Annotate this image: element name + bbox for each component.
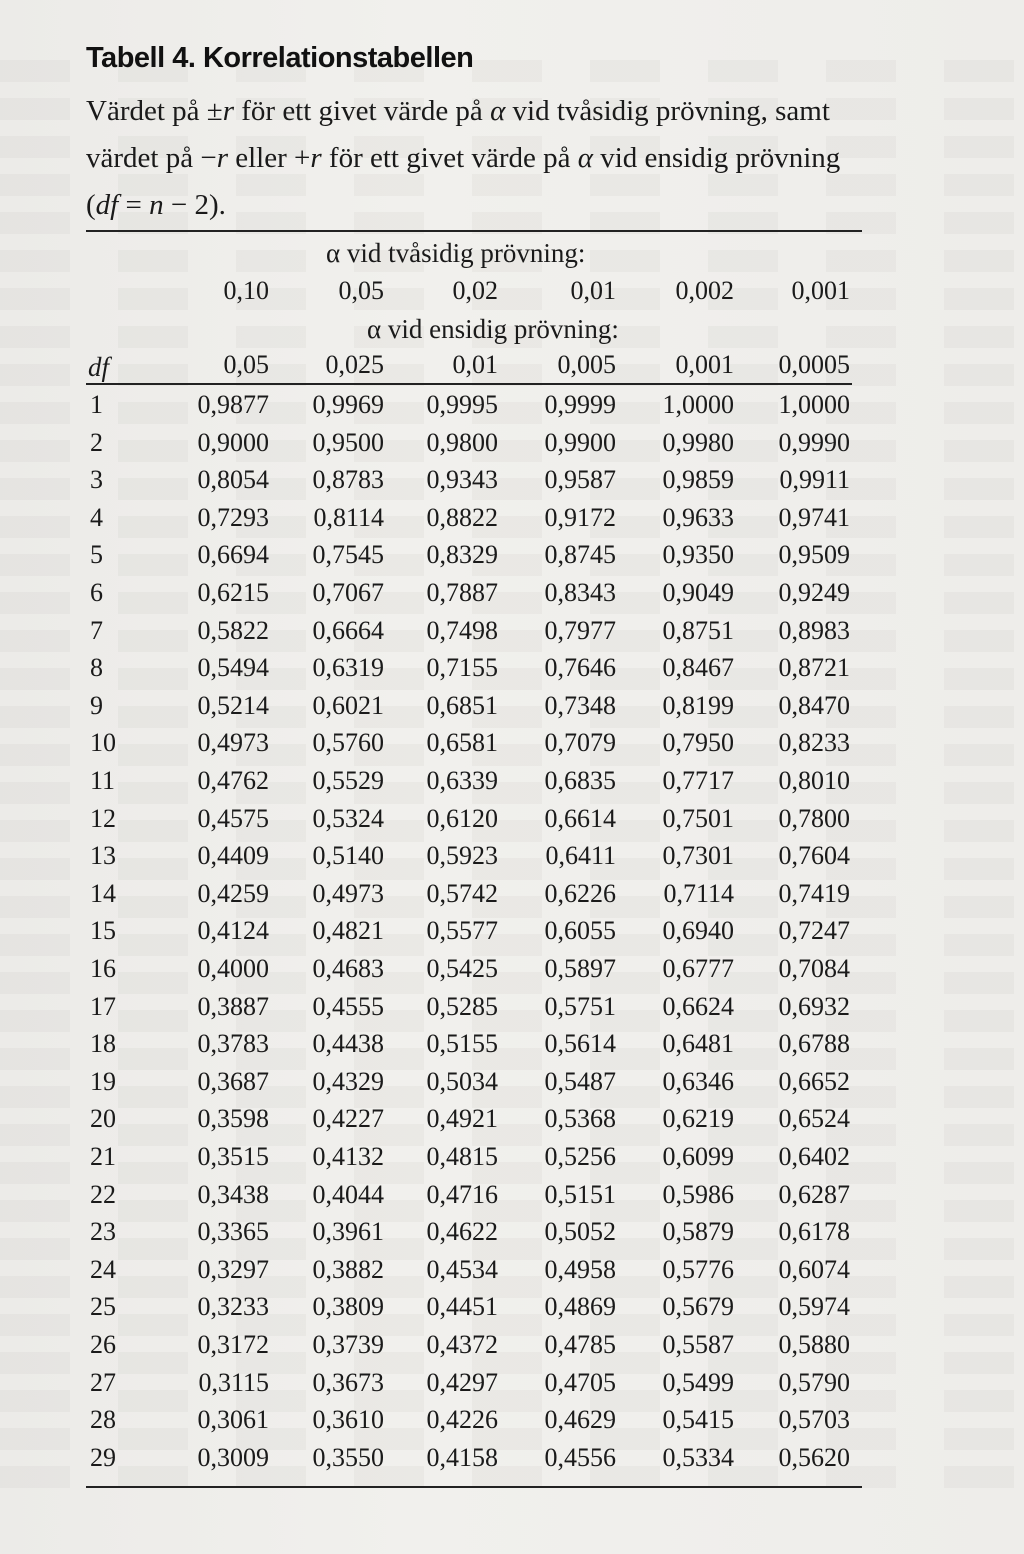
df-cell: 7 [90,615,103,645]
table-cell: 0,8329 [426,540,498,570]
table-cell: 0,9800 [426,427,498,457]
table-cell: 0,4329 [312,1066,384,1096]
table-cell: 0,9990 [778,427,850,457]
table-cell: 0,8751 [662,615,734,645]
table-cell: 0,6120 [426,803,498,833]
table-cell: 0,8822 [426,502,498,532]
table-cell: 0,7067 [312,578,384,607]
table-cell: 0,6851 [426,690,498,720]
table-cell: 0,8745 [544,540,616,570]
df-cell: 14 [90,878,116,908]
table-cell: 0,5256 [544,1142,616,1171]
df-cell: 20 [90,1104,116,1134]
table-cell: 0,5974 [778,1292,850,1322]
two-sided-alpha-3: 0,02 [452,276,498,305]
table-cell: 0,6287 [778,1179,850,1209]
table-cell: 0,5822 [197,615,269,645]
table-cell: 0,5415 [662,1405,734,1435]
header-bottom-rule [86,383,852,385]
table-cell: 0,3739 [312,1330,384,1359]
one-sided-alpha-2: 0,025 [325,350,384,379]
table-cell: 0,7646 [544,653,616,683]
table-cell: 0,4044 [312,1179,384,1209]
df-cell: 29 [90,1442,116,1472]
table-cell: 0,9969 [312,390,384,419]
table-cell: 0,9877 [197,390,269,419]
table-cell: 0,4451 [426,1292,498,1322]
table-cell: 0,5742 [426,878,498,908]
df-cell: 9 [90,690,103,720]
table-cell: 0,9900 [544,427,616,457]
table-cell: 0,6402 [778,1142,850,1171]
table-cell: 0,8054 [197,465,269,495]
table-cell: 0,6835 [544,766,616,795]
table-cell: 0,4158 [426,1442,498,1472]
table-cell: 0,9049 [662,578,734,607]
table-cell: 0,4534 [426,1254,498,1284]
two-sided-alpha-6: 0,001 [791,276,850,305]
table-caption [86,88,976,229]
one-sided-header: α vid ensidig prövning: [367,314,619,344]
table-cell: 0,5334 [662,1442,734,1472]
table-cell: 0,9343 [426,465,498,495]
table-cell: 0,3115 [198,1367,269,1397]
table-cell: 0,5034 [426,1066,498,1096]
one-sided-alpha-4: 0,005 [557,350,616,379]
df-cell: 15 [90,916,116,946]
table-cell: 0,3172 [197,1330,269,1359]
table-cell: 0,9995 [426,390,498,419]
table-cell: 1,0000 [778,390,850,419]
table-cell: 0,7604 [778,841,850,871]
table-cell: 0,6624 [662,991,734,1021]
df-cell: 8 [90,653,103,683]
table-cell: 0,4762 [197,766,269,795]
table-top-rule [86,230,862,232]
table-cell: 0,8010 [778,766,850,795]
caption-line-2: värdet på −r eller +r för ett givet värde på α vid ensidig prövning [86,142,841,174]
table-cell: 0,7079 [544,728,616,758]
table-cell: 0,3687 [197,1066,269,1096]
table-cell: 0,3365 [197,1217,269,1247]
table-cell: 0,5155 [426,1029,498,1059]
table-cell: 0,3783 [197,1029,269,1059]
table-cell: 0,4226 [426,1405,498,1435]
table-cell: 0,5151 [544,1179,616,1209]
two-sided-alpha-4: 0,01 [570,276,616,305]
table-cell: 0,3515 [197,1142,269,1171]
table-cell: 0,9999 [544,390,616,419]
table-cell: 0,5529 [312,766,384,795]
table-cell: 0,4297 [426,1367,498,1397]
table-cell: 0,4259 [197,878,269,908]
table-cell: 0,4124 [197,916,269,946]
table-cell: 0,6226 [544,878,616,908]
table-cell: 0,6339 [426,766,498,795]
table-cell: 0,9172 [544,502,616,532]
table-cell: 0,5285 [426,991,498,1021]
table-cell: 0,5368 [544,1104,616,1134]
table-cell: 0,8233 [778,728,850,758]
df-cell: 10 [90,728,116,758]
table-cell: 0,9633 [662,502,734,532]
df-cell: 19 [90,1066,116,1096]
table-cell: 0,3061 [197,1405,269,1435]
table-cell: 0,8983 [778,615,850,645]
table-cell: 0,6932 [778,991,850,1021]
table-cell: 0,7977 [544,615,616,645]
table-cell: 0,7084 [778,954,850,983]
table-cell: 0,3550 [312,1442,384,1472]
table-cell: 0,6581 [426,728,498,758]
table-cell: 0,3297 [197,1254,269,1284]
table-cell: 0,4555 [312,991,384,1021]
two-sided-header: α vid tvåsidig prövning: [326,238,586,268]
table-cell: 0,7301 [662,841,734,871]
table-cell: 0,5614 [544,1029,616,1059]
table-cell: 0,6694 [197,540,269,570]
table-cell: 0,4409 [197,841,269,871]
table-cell: 0,3598 [197,1104,269,1134]
table-cell: 1,0000 [662,390,734,419]
table-cell: 0,4821 [312,916,384,946]
table-cell: 0,4622 [426,1217,498,1247]
table-cell: 0,8783 [312,465,384,495]
table-cell: 0,4000 [197,954,269,983]
df-cell: 12 [90,803,116,833]
df-cell: 3 [90,465,103,495]
table-cell: 0,3438 [197,1179,269,1209]
table-cell: 0,4785 [544,1330,616,1359]
df-cell: 6 [90,578,103,607]
table-cell: 0,9587 [544,465,616,495]
caption-line-1: Värdet på ±r för ett givet värde på α vid tvåsidig prövning, samt [86,95,830,127]
df-cell: 25 [90,1292,116,1322]
table-cell: 0,7545 [312,540,384,570]
table-cell: 0,5577 [426,916,498,946]
table-cell: 0,6215 [197,578,269,607]
table-cell: 0,5587 [662,1330,734,1359]
table-cell: 0,6099 [662,1142,734,1171]
table-cell: 0,9249 [778,578,850,607]
table-cell: 0,5879 [662,1217,734,1247]
table-bottom-rule [86,1486,862,1488]
table-cell: 0,5499 [662,1367,734,1397]
two-sided-alpha-1: 0,10 [223,276,269,305]
df-cell: 13 [90,841,116,871]
table-cell: 0,6524 [778,1104,850,1134]
table-cell: 0,8467 [662,653,734,683]
table-cell: 0,8721 [778,653,850,683]
table-cell: 0,5760 [312,728,384,758]
one-sided-alpha-1: 0,05 [223,350,269,379]
table-cell: 0,9741 [778,502,850,532]
two-sided-alpha-5: 0,002 [675,276,734,305]
df-cell: 4 [90,502,103,532]
one-sided-alpha-5: 0,001 [675,350,734,379]
df-cell: 28 [90,1405,116,1435]
table-cell: 0,7887 [426,578,498,607]
table-cell: 0,6346 [662,1066,734,1096]
df-cell: 11 [90,766,116,795]
table-cell: 0,4973 [312,878,384,908]
table-cell: 0,6940 [662,916,734,946]
df-cell: 27 [90,1367,116,1397]
table-cell: 0,7498 [426,615,498,645]
table-cell: 0,5751 [544,991,616,1021]
df-cell: 1 [90,390,103,419]
table-cell: 0,8114 [313,502,384,532]
table-cell: 0,7800 [778,803,850,833]
df-cell: 26 [90,1330,116,1359]
table-cell: 0,9980 [662,427,734,457]
table-cell: 0,3887 [197,991,269,1021]
df-cell: 23 [90,1217,116,1247]
df-cell: 2 [90,427,103,457]
table-cell: 0,5986 [662,1179,734,1209]
table-cell: 0,4958 [544,1254,616,1284]
table-cell: 0,6614 [544,803,616,833]
df-header: df [88,352,110,382]
table-cell: 0,9911 [779,465,850,495]
table-cell: 0,4575 [197,803,269,833]
table-cell: 0,7114 [663,878,734,908]
table-cell: 0,7950 [662,728,734,758]
table-cell: 0,4869 [544,1292,616,1322]
table-cell: 0,4132 [312,1142,384,1171]
table-cell: 0,7348 [544,690,616,720]
table-cell: 0,4973 [197,728,269,758]
table-cell: 0,4629 [544,1405,616,1435]
table-cell: 0,9500 [312,427,384,457]
df-cell: 18 [90,1029,116,1059]
table-cell: 0,5776 [662,1254,734,1284]
table-cell: 0,9000 [197,427,269,457]
table-cell: 0,3233 [197,1292,269,1322]
table-cell: 0,5324 [312,803,384,833]
df-cell: 5 [90,540,103,570]
table-cell: 0,5880 [778,1330,850,1359]
table-cell: 0,7717 [662,766,734,795]
table-cell: 0,5494 [197,653,269,683]
table-cell: 0,3009 [197,1442,269,1472]
table-cell: 0,6074 [778,1254,850,1284]
one-sided-alpha-6: 0,0005 [778,350,850,379]
table-cell: 0,3610 [312,1405,384,1435]
table-cell: 0,9509 [778,540,850,570]
table-cell: 0,4372 [426,1330,498,1359]
table-cell: 0,3882 [312,1254,384,1284]
table-cell: 0,5790 [778,1367,850,1397]
table-cell: 0,6219 [662,1104,734,1134]
table-cell: 0,6777 [662,954,734,983]
table-cell: 0,5923 [426,841,498,871]
table-cell: 0,7501 [662,803,734,833]
table-cell: 0,4921 [426,1104,498,1134]
table-cell: 0,5052 [544,1217,616,1247]
table-cell: 0,4227 [312,1104,384,1134]
table-cell: 0,4716 [426,1179,498,1209]
two-sided-alpha-2: 0,05 [338,276,384,305]
table-cell: 0,6664 [312,615,384,645]
table-cell: 0,6178 [778,1217,850,1247]
df-cell: 17 [90,991,116,1021]
table-cell: 0,4815 [426,1142,498,1171]
table-cell: 0,9350 [662,540,734,570]
table-cell: 0,3809 [312,1292,384,1322]
table-cell: 0,5140 [312,841,384,871]
table-cell: 0,6055 [544,916,616,946]
table-cell: 0,6481 [662,1029,734,1059]
table-cell: 0,7155 [426,653,498,683]
table-cell: 0,4705 [544,1367,616,1397]
table-cell: 0,7419 [778,878,850,908]
table-title: Tabell 4. Korrelationstabellen [86,42,474,74]
table-cell: 0,5703 [778,1405,850,1435]
df-cell: 21 [90,1142,116,1171]
caption-line-3: (df = n − 2). [86,189,226,221]
table-cell: 0,3961 [312,1217,384,1247]
table-cell: 0,7293 [197,502,269,532]
table-cell: 0,5679 [662,1292,734,1322]
df-cell: 16 [90,954,116,983]
table-cell: 0,4556 [544,1442,616,1472]
table-cell: 0,4683 [312,954,384,983]
table-cell: 0,5620 [778,1442,850,1472]
df-cell: 22 [90,1179,116,1209]
df-cell: 24 [90,1254,116,1284]
table-cell: 0,5214 [197,690,269,720]
table-cell: 0,5487 [544,1066,616,1096]
table-cell: 0,4438 [312,1029,384,1059]
table-cell: 0,8343 [544,578,616,607]
table-cell: 0,7247 [778,916,850,946]
table-cell: 0,3673 [312,1367,384,1397]
table-cell: 0,6021 [312,690,384,720]
one-sided-alpha-3: 0,01 [452,350,498,379]
table-cell: 0,6788 [778,1029,850,1059]
table-cell: 0,6652 [778,1066,850,1096]
table-cell: 0,9859 [662,465,734,495]
table-cell: 0,8470 [778,690,850,720]
table-cell: 0,5425 [426,954,498,983]
table-cell: 0,6319 [312,653,384,683]
table-cell: 0,8199 [662,690,734,720]
table-cell: 0,6411 [545,841,616,871]
table-cell: 0,5897 [544,954,616,983]
